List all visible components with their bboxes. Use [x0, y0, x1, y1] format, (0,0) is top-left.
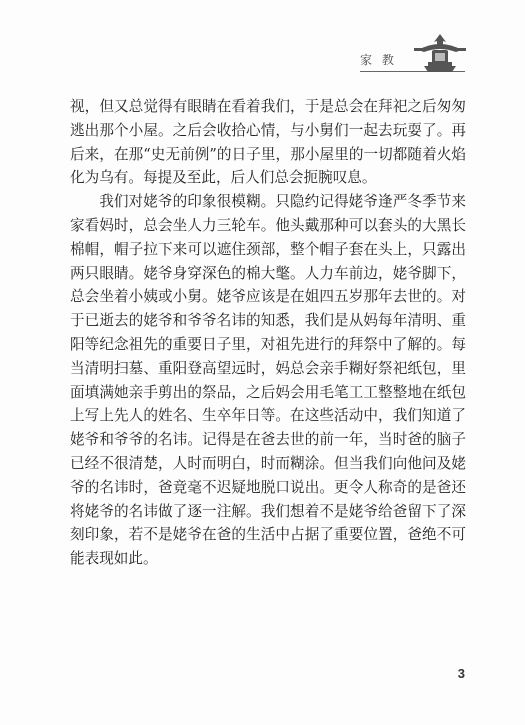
ornament-emblem-icon: [410, 28, 470, 78]
paragraph-1: 视，但又总觉得有眼睛在看着我们，于是总会在拜祀之后匆匆逃出那个小屋。之后会收拾心情，与小舅们一起去玩耍了。再后来，在那“史无前例”的日子里，那小屋里的一切都随着火焰化为乌有。每提及至此，后人们总会扼腕叹息。: [70, 98, 466, 187]
body-text: [70, 95, 466, 571]
paragraph-2: 我们对姥爷的印象很模糊。只隐约记得姥爷逢严冬季节来家看妈时，总会坐人力三轮车。他头戴那种可以套头的大黑长棉帽，帽子拉下来可以遮住颈部，整个帽子套在头上，只露出两只眼睛。姥爷身穿深色的棉大氅。人力车前边，姥爷脚下，总会坐着小姨或小舅。姥爷应该是在姐四五岁那年去世的。对于已逝去的姥爷和爷爷名讳的知悉，我们是从妈每年清明、重阳等纪念祖先的重要日子里，对祖先进行的拜祭中了解的。每当清明扫墓、重阳登高望远时，妈总会亲手糊好祭祀纸包，里面填满她亲手剪出的祭品，之后妈会用毛笔工工整整地在纸包上写上先人的姓名、生卒年日等。在这些活动中，我们知道了姥爷和爷爷的名讳。记得是在爸去世的前一年，当时爸的脑子已经不很清楚，人时而明白，时而糊涂。但当我们向他问及姥爷的名讳时，爸竟毫不迟疑地脱口说出。更令人称奇的是爸还将姥爷的名讳做了逐一注解。我们想着不是姥爷给爸留下了深刻印象，若不是姥爷在爸的生活中占据了重要位置，爸绝不可能表现如此。: [70, 193, 466, 568]
header-title: 家 教: [360, 53, 397, 67]
page-number: 3: [457, 666, 465, 681]
